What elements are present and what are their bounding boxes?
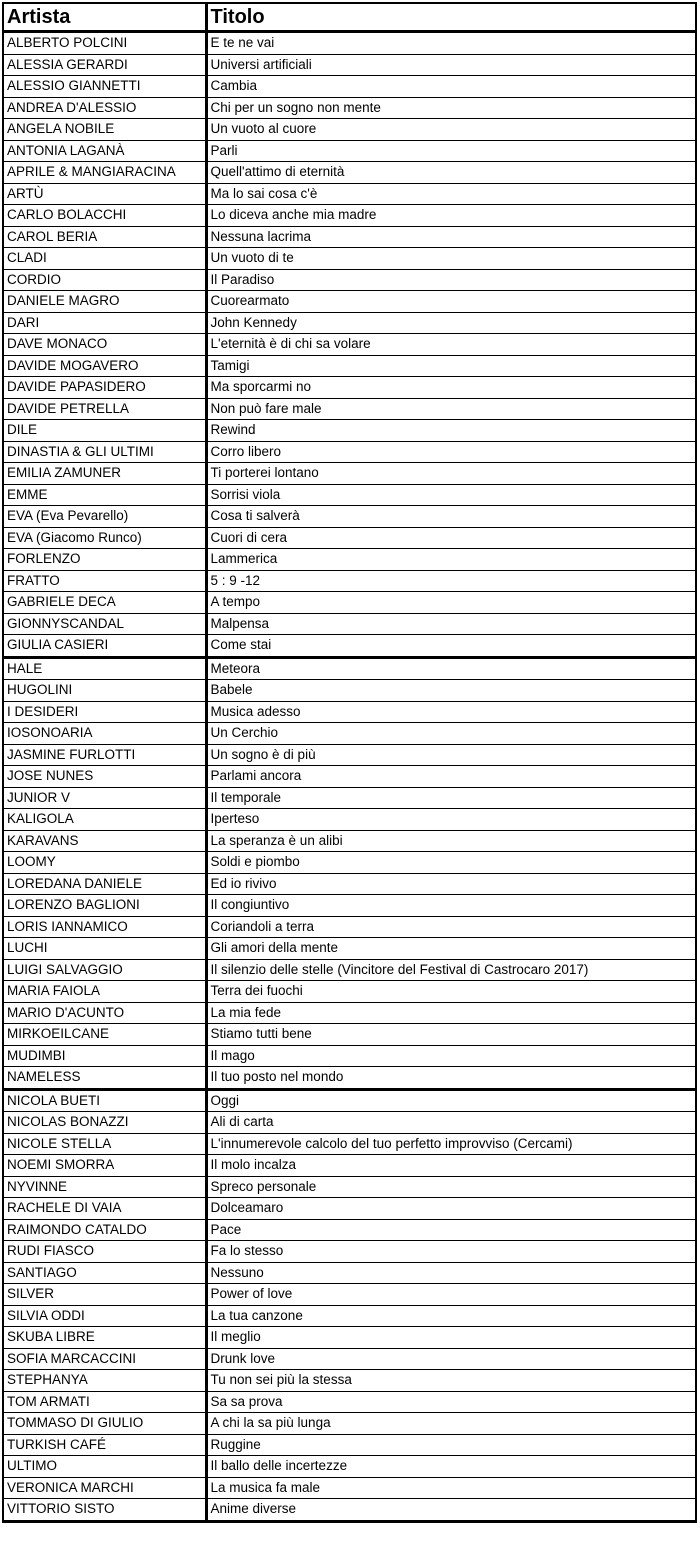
title-cell: Il ballo delle incertezze — [206, 1456, 696, 1478]
table-row — [3, 701, 696, 723]
table-row — [3, 1391, 696, 1413]
table-row — [3, 1133, 696, 1155]
title-cell: Terra dei fuochi — [206, 981, 696, 1003]
table-row — [3, 162, 696, 184]
table-row — [3, 1024, 696, 1046]
table-row — [3, 787, 696, 809]
table-row — [3, 613, 696, 635]
table-row — [3, 248, 696, 270]
table-row — [3, 1348, 696, 1370]
title-cell: Il mago — [206, 1045, 696, 1067]
artist-cell: SILVER — [3, 1284, 206, 1306]
table-row — [3, 1112, 696, 1134]
table-row — [3, 1413, 696, 1435]
artist-cell: VITTORIO SISTO — [3, 1499, 206, 1522]
title-cell: La mia fede — [206, 1002, 696, 1024]
artist-cell: DANIELE MAGRO — [3, 291, 206, 313]
title-cell: Nessuna lacrima — [206, 226, 696, 248]
title-cell: Un Cerchio — [206, 723, 696, 745]
table-row — [3, 1456, 696, 1478]
artist-cell: GIONNYSCANDAL — [3, 613, 206, 635]
artist-cell: MIRKOEILCANE — [3, 1024, 206, 1046]
table-row — [3, 981, 696, 1003]
artist-cell: ANTONIA LAGANÀ — [3, 140, 206, 162]
table-row — [3, 119, 696, 141]
table-row — [3, 852, 696, 874]
table-row — [3, 226, 696, 248]
title-cell: Ma lo sai cosa c'è — [206, 183, 696, 205]
artist-cell: DAVIDE PETRELLA — [3, 398, 206, 420]
title-cell: A chi la sa più lunga — [206, 1413, 696, 1435]
table-row — [3, 916, 696, 938]
artist-cell: EVA (Giacomo Runco) — [3, 527, 206, 549]
artist-cell: ARTÙ — [3, 183, 206, 205]
artist-cell: ALESSIO GIANNETTI — [3, 76, 206, 98]
table-row — [3, 1262, 696, 1284]
table-row — [3, 527, 696, 549]
title-cell: Lammerica — [206, 549, 696, 571]
title-cell: Il meglio — [206, 1327, 696, 1349]
table-row — [3, 97, 696, 119]
title-cell: Il silenzio delle stelle (Vincitore del Festival di Castrocaro 2017) — [206, 959, 696, 981]
table-row — [3, 680, 696, 702]
title-cell: Fa lo stesso — [206, 1241, 696, 1263]
title-cell: Stiamo tutti bene — [206, 1024, 696, 1046]
title-cell: Il congiuntivo — [206, 895, 696, 917]
title-cell: La tua canzone — [206, 1305, 696, 1327]
table-row — [3, 1305, 696, 1327]
title-cell: John Kennedy — [206, 312, 696, 334]
artist-cell: RACHELE DI VAIA — [3, 1198, 206, 1220]
title-cell: Spreco personale — [206, 1176, 696, 1198]
header-artist: Artista — [3, 3, 206, 32]
table-row — [3, 723, 696, 745]
table-row — [3, 1089, 696, 1112]
title-cell: Quell'attimo di eternità — [206, 162, 696, 184]
title-cell: Parli — [206, 140, 696, 162]
artist-cell: EMME — [3, 484, 206, 506]
table-row — [3, 205, 696, 227]
table-row — [3, 420, 696, 442]
title-cell: Ti porterei lontano — [206, 463, 696, 485]
title-cell: Chi per un sogno non mente — [206, 97, 696, 119]
title-cell: Cuori di cera — [206, 527, 696, 549]
table-row — [3, 463, 696, 485]
artist-cell: KALIGOLA — [3, 809, 206, 831]
table-row — [3, 959, 696, 981]
artist-cell: ALESSIA GERARDI — [3, 54, 206, 76]
title-cell: La speranza è un alibi — [206, 830, 696, 852]
artist-cell: EMILIA ZAMUNER — [3, 463, 206, 485]
artist-cell: NYVINNE — [3, 1176, 206, 1198]
title-cell: Un vuoto al cuore — [206, 119, 696, 141]
table-row — [3, 54, 696, 76]
title-cell: Un sogno è di più — [206, 744, 696, 766]
artist-cell: APRILE & MANGIARACINA — [3, 162, 206, 184]
artist-cell: FRATTO — [3, 570, 206, 592]
table-row — [3, 635, 696, 658]
table-row — [3, 1045, 696, 1067]
artist-cell: TURKISH CAFÉ — [3, 1434, 206, 1456]
artist-cell: MARIA FAIOLA — [3, 981, 206, 1003]
table-row — [3, 1002, 696, 1024]
artist-cell: ALBERTO POLCINI — [3, 32, 206, 55]
table-row — [3, 744, 696, 766]
title-cell: Universi artificiali — [206, 54, 696, 76]
artist-cell: RAIMONDO CATALDO — [3, 1219, 206, 1241]
title-cell: E te ne vai — [206, 32, 696, 55]
artist-cell: EVA (Eva Pevarello) — [3, 506, 206, 528]
table-row — [3, 484, 696, 506]
table-row — [3, 657, 696, 680]
table-row — [3, 1327, 696, 1349]
artist-cell: ANGELA NOBILE — [3, 119, 206, 141]
table-row — [3, 140, 696, 162]
title-cell: Soldi e piombo — [206, 852, 696, 874]
title-cell: Sorrisi viola — [206, 484, 696, 506]
artist-cell: LORIS IANNAMICO — [3, 916, 206, 938]
artist-cell: HALE — [3, 657, 206, 680]
table-row — [3, 873, 696, 895]
artist-cell: LOREDANA DANIELE — [3, 873, 206, 895]
table-row — [3, 334, 696, 356]
table-row — [3, 312, 696, 334]
title-cell: Pace — [206, 1219, 696, 1241]
title-cell: Parlami ancora — [206, 766, 696, 788]
artist-cell: NICOLA BUETI — [3, 1089, 206, 1112]
table-row — [3, 830, 696, 852]
artist-cell: DINASTIA & GLI ULTIMI — [3, 441, 206, 463]
title-cell: L'innumerevole calcolo del tuo perfetto improvviso (Cercami) — [206, 1133, 696, 1155]
artist-cell: CARLO BOLACCHI — [3, 205, 206, 227]
artist-cell: SILVIA ODDI — [3, 1305, 206, 1327]
artist-cell: IOSONOARIA — [3, 723, 206, 745]
table-row — [3, 355, 696, 377]
table-row — [3, 1176, 696, 1198]
table-row — [3, 32, 696, 55]
artist-cell: DAVIDE MOGAVERO — [3, 355, 206, 377]
title-cell: La musica fa male — [206, 1477, 696, 1499]
title-cell: Ma sporcarmi no — [206, 377, 696, 399]
table-row — [3, 570, 696, 592]
title-cell: Nessuno — [206, 1262, 696, 1284]
title-cell: Il Paradiso — [206, 269, 696, 291]
artist-cell: LOOMY — [3, 852, 206, 874]
header-row — [3, 3, 696, 32]
title-cell: L'eternità è di chi sa volare — [206, 334, 696, 356]
title-cell: Anime diverse — [206, 1499, 696, 1522]
artist-cell: DARI — [3, 312, 206, 334]
table-row — [3, 506, 696, 528]
title-cell: Iperteso — [206, 809, 696, 831]
artist-cell: KARAVANS — [3, 830, 206, 852]
artist-cell: LUIGI SALVAGGIO — [3, 959, 206, 981]
artist-cell: LUCHI — [3, 938, 206, 960]
table-row — [3, 1477, 696, 1499]
title-cell: Sa sa prova — [206, 1391, 696, 1413]
table-row — [3, 377, 696, 399]
table-row — [3, 1241, 696, 1263]
artist-cell: STEPHANYA — [3, 1370, 206, 1392]
artist-cell: GIULIA CASIERI — [3, 635, 206, 658]
table-row — [3, 291, 696, 313]
table-row — [3, 183, 696, 205]
artist-cell: FORLENZO — [3, 549, 206, 571]
artist-cell: LORENZO BAGLIONI — [3, 895, 206, 917]
artist-cell: DILE — [3, 420, 206, 442]
title-cell: Babele — [206, 680, 696, 702]
table-row — [3, 76, 696, 98]
table-row — [3, 549, 696, 571]
title-cell: Rewind — [206, 420, 696, 442]
artist-cell: TOM ARMATI — [3, 1391, 206, 1413]
table-row — [3, 269, 696, 291]
table-row — [3, 938, 696, 960]
table-row — [3, 1155, 696, 1177]
title-cell: Non può fare male — [206, 398, 696, 420]
title-cell: Ed io rivivo — [206, 873, 696, 895]
table-row — [3, 1219, 696, 1241]
artist-cell: VERONICA MARCHI — [3, 1477, 206, 1499]
artist-cell: JUNIOR V — [3, 787, 206, 809]
artist-cell: CORDIO — [3, 269, 206, 291]
title-cell: Drunk love — [206, 1348, 696, 1370]
title-cell: Ruggine — [206, 1434, 696, 1456]
title-cell: Power of love — [206, 1284, 696, 1306]
table-row — [3, 809, 696, 831]
table-row — [3, 1434, 696, 1456]
title-cell: Malpensa — [206, 613, 696, 635]
table-row — [3, 1284, 696, 1306]
artist-cell: CLADI — [3, 248, 206, 270]
table-row — [3, 1067, 696, 1090]
title-cell: Cambia — [206, 76, 696, 98]
artist-cell: I DESIDERI — [3, 701, 206, 723]
title-cell: Lo diceva anche mia madre — [206, 205, 696, 227]
title-cell: Cuorearmato — [206, 291, 696, 313]
artist-cell: CAROL BERIA — [3, 226, 206, 248]
artist-cell: ANDREA D'ALESSIO — [3, 97, 206, 119]
table-row — [3, 1499, 696, 1522]
artist-cell: NAMELESS — [3, 1067, 206, 1090]
title-cell: Oggi — [206, 1089, 696, 1112]
title-cell: Musica adesso — [206, 701, 696, 723]
artist-cell: GABRIELE DECA — [3, 592, 206, 614]
header-title: Titolo — [206, 3, 696, 32]
table-row — [3, 766, 696, 788]
artist-cell: JOSE NUNES — [3, 766, 206, 788]
artist-cell: SOFIA MARCACCINI — [3, 1348, 206, 1370]
artist-cell: NICOLE STELLA — [3, 1133, 206, 1155]
title-cell: Meteora — [206, 657, 696, 680]
title-cell: Tamigi — [206, 355, 696, 377]
artist-title-table — [2, 2, 697, 1523]
artist-cell: DAVE MONACO — [3, 334, 206, 356]
artist-cell: JASMINE FURLOTTI — [3, 744, 206, 766]
table-row — [3, 895, 696, 917]
title-cell: Il molo incalza — [206, 1155, 696, 1177]
title-cell: Cosa ti salverà — [206, 506, 696, 528]
title-cell: Dolceamaro — [206, 1198, 696, 1220]
artist-cell: DAVIDE PAPASIDERO — [3, 377, 206, 399]
artist-cell: SANTIAGO — [3, 1262, 206, 1284]
title-cell: Il tuo posto nel mondo — [206, 1067, 696, 1090]
title-cell: Ali di carta — [206, 1112, 696, 1134]
table-row — [3, 592, 696, 614]
artist-cell: MUDIMBI — [3, 1045, 206, 1067]
title-cell: Gli amori della mente — [206, 938, 696, 960]
title-cell: Tu non sei più la stessa — [206, 1370, 696, 1392]
artist-cell: NOEMI SMORRA — [3, 1155, 206, 1177]
title-cell: Il temporale — [206, 787, 696, 809]
artist-cell: TOMMASO DI GIULIO — [3, 1413, 206, 1435]
title-cell: Un vuoto di te — [206, 248, 696, 270]
table-row — [3, 441, 696, 463]
table-header — [3, 3, 696, 32]
table-row — [3, 1198, 696, 1220]
table-body — [3, 32, 696, 1522]
title-cell: Coriandoli a terra — [206, 916, 696, 938]
title-cell: Corro libero — [206, 441, 696, 463]
title-cell: Come stai — [206, 635, 696, 658]
table-row — [3, 1370, 696, 1392]
artist-cell: SKUBA LIBRE — [3, 1327, 206, 1349]
title-cell: A tempo — [206, 592, 696, 614]
artist-cell: ULTIMO — [3, 1456, 206, 1478]
artist-cell: MARIO D'ACUNTO — [3, 1002, 206, 1024]
artist-cell: HUGOLINI — [3, 680, 206, 702]
table-row — [3, 398, 696, 420]
artist-cell: RUDI FIASCO — [3, 1241, 206, 1263]
title-cell: 5 : 9 -12 — [206, 570, 696, 592]
artist-cell: NICOLAS BONAZZI — [3, 1112, 206, 1134]
